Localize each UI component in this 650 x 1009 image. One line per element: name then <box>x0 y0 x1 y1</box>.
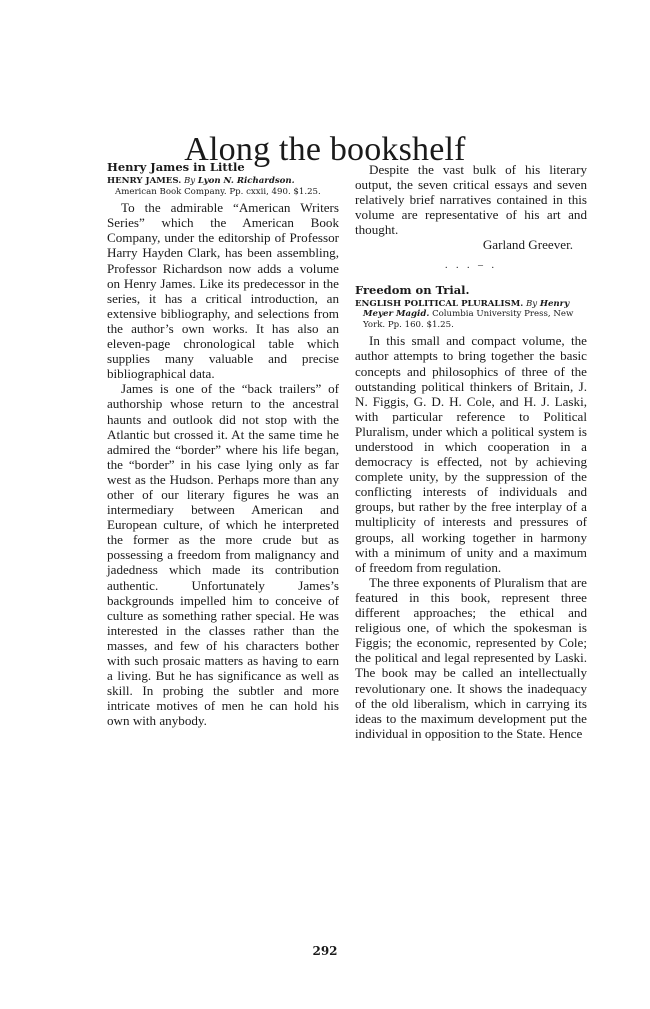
reviewer-signature: Garland Greever. <box>482 237 573 253</box>
publisher-info: American Book Company. Pp. cxxii, 490. $1.25. <box>115 186 321 197</box>
review-paragraph: The three exponents of Pluralism that are featured in this book, represent three different approaches; the ethical and religious one, of which the spokesman is Figgis; the economic, represented by Cole; the political and legal represented by Laski. The book may be called an intellectually revolutionary one. It shows the inadequacy of the old liberalism, which in carrying its ideas to the maximum development put the individual in opposition to the State. Hence <box>355 574 587 741</box>
book-title: ENGLISH POLITICAL PLURALISM. <box>355 298 524 309</box>
section-divider: . . . – . <box>445 259 497 271</box>
book-author: Lyon N. Richardson. <box>197 176 295 186</box>
publisher-info: Columbia University Press, New York. Pp. 160. $1.25. <box>363 309 574 330</box>
citation-by: By <box>525 298 538 309</box>
page-number: 292 <box>312 944 338 958</box>
citation-by: By <box>183 176 196 186</box>
review-paragraph: To the admirable “American Writers Series” which the American Book Company, under the editorship of Professor Harry Hayden Clark, has been assembling, Professor Richardson now adds a volume on Henry James. Like its predecessor in the series, it has a critical introduction, an extensive bibliography, and selections from the author’s own works. It has also an eleven-page chronological table which supplies many valuable and precise bibliographical data. <box>107 200 339 382</box>
book-citation <box>355 299 587 331</box>
review-paragraph: In this small and compact volume, the author attempts to bring together the basic concepts and philosophics of three of the outstanding political thinkers of Britain, J. N. Figgis, G. D. H. Cole, and H. J. Laski, with particular reference to Political Pluralism, under which a political system is understood in which cooperation in a democracy is effected, not by achieving complete unity, by the suppression of the conflicting interests of individuals and groups, but rather by the free interplay of a multiplicity of interests and pressures of groups, all working together in harmony with a minimum of unity and a maximum of freedom from regulation. <box>355 333 587 575</box>
book-citation <box>107 176 339 197</box>
review-paragraph: James is one of the “back trailers” of authorship whose return to the ancestral haunts and outlook did not stop with the Atlantic but crossed it. At the same time he admired the “border” where his life began, the “border” in his case lying only as far west as the Hudson. Perhaps more than any other of our literary figures he was an intermediary between American and European culture, of which he interpreted the former as the more crude but as possessing a freedom from malignancy and jadedness which made its contribution authentic. Unfortunately James’s backgrounds impelled him to conceive of culture as something rather special. He was interested in the classes rather than the masses, and few of his characters bother with such prosaic matters as having to earn a living. But he has significance as well as skill. In probing the subtler and more intricate motives of men he can hold his own with anybody. <box>107 381 339 729</box>
book-title: HENRY JAMES. <box>107 176 182 186</box>
review-heading: Freedom on Trial. <box>355 282 470 297</box>
review-paragraph: Despite the vast bulk of his literary output, the seven critical essays and seven relatively brief narratives contained in this volume are representative of his art and thought. <box>355 162 587 238</box>
book-author: Henry Meyer Magid. <box>363 298 570 320</box>
left-column <box>107 160 339 728</box>
page-title: Along the bookshelf <box>184 130 466 168</box>
right-column <box>355 160 587 741</box>
review-heading: Henry James in Little <box>107 160 245 174</box>
